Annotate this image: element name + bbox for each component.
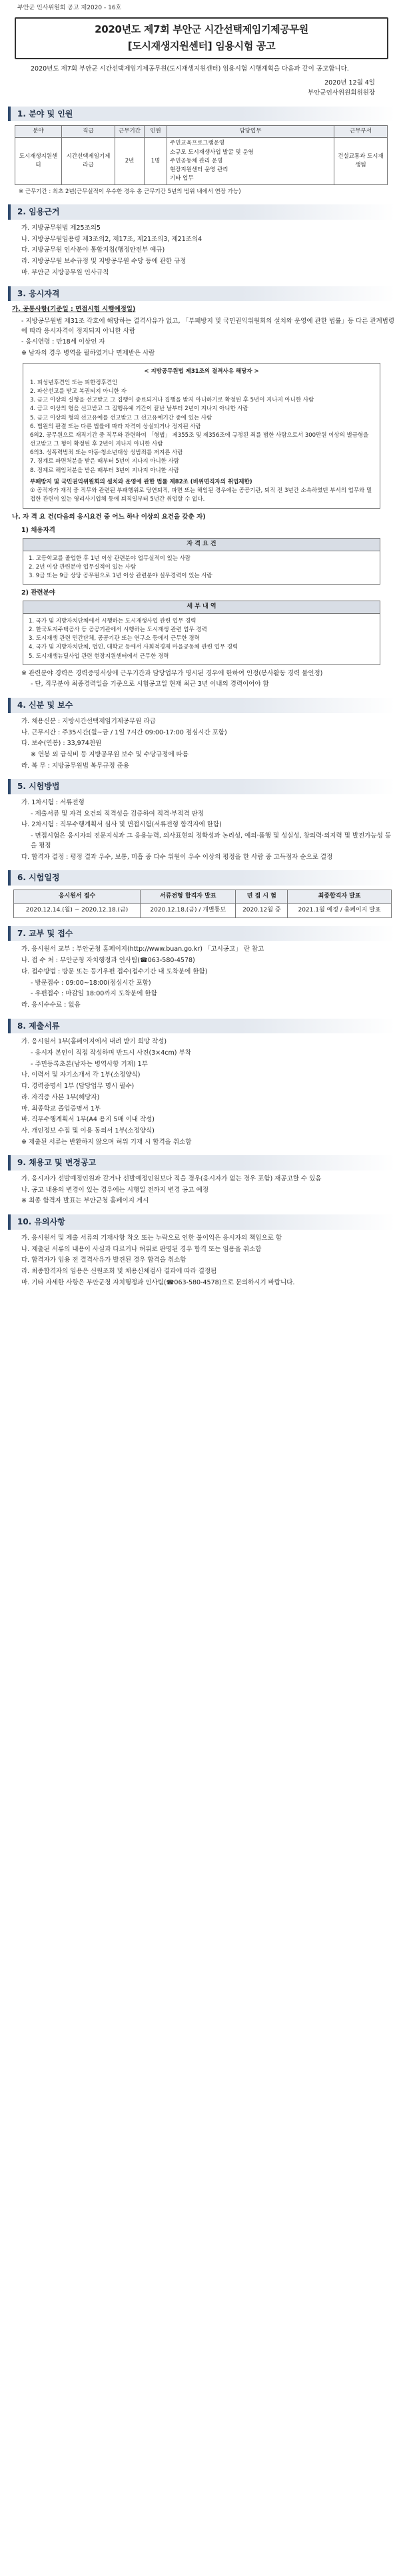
list-item: 4. 금고 이상의 형을 선고받고 그 집행유예 기간이 끝난 날부터 2년이 지나지 아니한 사람: [30, 405, 248, 413]
section-7-title: 7. 교부 및 접수: [8, 926, 395, 941]
req2-title: 2) 관련분야: [21, 589, 55, 597]
list-item: 나. 공고 내용의 변경이 있는 경우에는 시행일 전까지 변경 공고 예정: [21, 1186, 208, 1194]
announcement-date: 2020년 12월 4일: [324, 79, 375, 87]
list-item: 주민공동체 관리 운영: [170, 157, 223, 164]
list-item: 바. 직무수행계획서 1부(A4 용지 5매 이내 작성): [21, 1116, 155, 1124]
list-item: 다. 경력증명서 1부 (담당업무 명시 필수): [21, 1083, 135, 1091]
list-item: - 우편접수 : 마감일 18:00까지 도착분에 한함: [31, 990, 157, 998]
basis-list: [8, 224, 395, 278]
col-dept: 근무부서: [334, 126, 388, 138]
list-item: 나. 접 수 처 : 부안군청 자치행정과 인사팀(☎063-580-4578): [21, 957, 195, 965]
cell-doc-result: 2020.12.18.(금) / 개별통보: [141, 903, 236, 917]
list-item: - 응시연령 : 만18세 이상인 자: [21, 338, 105, 346]
list-item: 가. 응시원서 교부 : 부안군청 홈페이지(http://www.buan.go.kr) 「고시공고」 란 참고: [21, 945, 264, 953]
list-item: 가. 채용신분 : 지방시간선택제임기제공무원 라급: [21, 717, 156, 725]
list-item: - 응시자 본인이 직접 작성하며 반드시 사진(3×4cm) 부착: [31, 1049, 191, 1057]
list-item: 1. 피성년후견인 또는 피한정후견인: [30, 379, 118, 386]
list-item: 2. 한국토지주택공사 등 공공기관에서 시행하는 도시재생 관련 업무 경력: [29, 627, 207, 634]
list-item: ※ 최종 합격자 발표는 부안군청 홈페이지 게시: [21, 1197, 149, 1205]
position-table: [15, 125, 388, 185]
col-field: 분야: [15, 126, 62, 138]
list-item: - 방문접수 : 09:00~18:00(점심시간 포함): [31, 979, 151, 987]
cell-count: 1명: [145, 138, 167, 185]
career-note-2: - 단, 직무분야 최종경력일을 기준으로 시험공고일 현재 최근 3년 이내의 경력이어야 함: [31, 680, 269, 688]
cell-dept: 건설교통과 도시재생팀: [334, 138, 388, 185]
section-5-title: 5. 시험방법: [8, 779, 395, 794]
list-item: 나. 근무시간 : 주35시간(월~금 / 1일 7시간 09:00-17:00 점심시간 포함): [21, 728, 227, 736]
list-item: 라. 복 무 : 지방공무원법 복무규정 준용: [21, 762, 129, 770]
list-item: 가. 1차시험 : 서류전형: [21, 798, 85, 806]
list-item: 가. 지방공무원법 제25조의5: [21, 224, 101, 232]
list-item: 1. 국가 및 지방자치단체에서 시행하는 도시재생사업 관련 업무 경력: [29, 617, 197, 625]
req2-body: [23, 614, 380, 665]
list-item: ※ 제출된 서류는 반환하지 않으며 허위 기재 시 합격을 취소함: [21, 1138, 192, 1146]
list-item: 8. 징계로 해임처분을 받은 때부터 3년이 지나지 아니한 사람: [30, 467, 179, 474]
col-final: 최종합격자 발표: [288, 890, 392, 903]
col-interview: 면 접 시 험: [236, 890, 288, 903]
section-9-title: 9. 채용고 및 변경공고: [8, 1155, 395, 1170]
list-item: - 주민등록초본(남자는 병역사항 기재) 1부: [31, 1060, 148, 1068]
caution-list: [8, 1234, 395, 1288]
list-item: 나. 제출된 서류의 내용이 사실과 다르거나 허위로 판명된 경우 합격 또는 임용을 취소함: [21, 1245, 262, 1253]
req2-head: 세 부 내 역: [23, 601, 380, 614]
section-2-title: 2. 임용근거: [8, 204, 395, 220]
list-item: 6의3. 성폭력범죄 또는 아동·청소년대상 성범죄를 저지른 사람: [30, 449, 183, 457]
cell-apply: 2020.12.14.(월) ~ 2020.12.18.(금): [14, 903, 141, 917]
list-item: 다. 합격자가 임용 전 결격사유가 발견된 경우 합격을 취소함: [21, 1256, 187, 1264]
re-announcement-list: [8, 1174, 395, 1206]
col-period: 근무기간: [115, 126, 145, 138]
notice-number: 부안군 인사위원회 공고 제2020 - 16호: [17, 5, 122, 11]
title-box: [15, 17, 388, 60]
title-line-1: 2020년도 제7회 부안군 시간선택제임기제공무원: [95, 23, 308, 35]
list-item: 마. 부안군 지방공무원 인사규칙: [21, 268, 109, 276]
list-item: 3. 9급 또는 9급 상당 공무원으로 1년 이상 관련분야 실무경력이 있는 사람: [29, 573, 212, 580]
documents-list: [8, 1037, 395, 1147]
disqualification-title: < 지방공무원법 제31조의 결격사유 해당자 >: [144, 368, 259, 375]
list-item: 2. 2년 이상 관련분야 업무실적이 있는 사람: [29, 563, 137, 571]
req1-head: 자 격 요 건: [23, 538, 380, 551]
career-note-1: ※ 관련분야 경력은 경력증명서상에 근무기간과 담당업무가 명시된 경우에 한하여 인정(봉사활동 경력 불인정): [21, 669, 323, 677]
section-8-title: 8. 제출서류: [8, 1019, 395, 1034]
receipt-list: [8, 945, 395, 1010]
list-item: 3. 금고 이상의 실형을 선고받고 그 집행이 종료되거나 집행을 받지 아니하기로 확정된 후 5년이 지나지 아니한 사람: [30, 397, 314, 404]
career-notes: [8, 669, 395, 690]
section-3-title: 3. 응시자격: [8, 286, 395, 302]
list-item: 마. 최종학교 졸업증명서 1부: [21, 1105, 101, 1113]
list-item: - 제출서류 및 자격 요건의 적격성을 검증하여 적격·부적격 판정: [31, 810, 204, 818]
list-item: 가. 응시자가 선발예정인원과 같거나 선발예정인원보다 적을 경우(응시자가 없는 경우 포함) 재공고할 수 있음: [21, 1175, 322, 1183]
list-item: 라. 응시수수료 : 없음: [21, 1001, 81, 1009]
cell-interview: 2020.12월 중: [236, 903, 288, 917]
position-table-header: [15, 126, 388, 138]
list-item: 7. 징계로 파면처분을 받은 때부터 5년이 지나지 아니한 사람: [30, 458, 179, 465]
list-item: 라. 자격증 사본 1부(해당자): [21, 1093, 100, 1101]
list-item: 5. 도시재생뉴딜사업 관련 현장지원센터에서 근무한 경력: [29, 652, 169, 660]
list-item: 나. 이력서 및 자기소개서 각 1부(소정양식): [21, 1071, 141, 1079]
list-item: ※ 연봉 외 급식비 등 지방공무원 보수 및 수당규정에 따름: [31, 750, 189, 758]
anti-corruption-title: 부패방지 및 국민권익위원회의 설치와 운영에 관한 법률 제82조 (비위면직자의 취업제한): [30, 478, 252, 485]
issuer: 부안군인사위원회위원장: [308, 89, 375, 97]
list-item: 주민교육프로그램운영: [170, 140, 225, 147]
list-item: 나. 2차시험 : 직무수행계획서 심사 및 면접시험(서류전형 합격자에 한함): [21, 821, 222, 829]
common-qualification-list: [8, 317, 395, 359]
pay-list: [8, 717, 395, 772]
title-line-2: [도시재생지원센터] 임용시험 공고: [127, 40, 276, 53]
requirement-caption: 나. 자 격 요 건(다음의 응시요건 중 어느 하나 이상의 요건을 갖춘 자): [12, 513, 206, 521]
list-item: ※ 남자의 경우 병역을 필하였거나 면제받은 사람: [21, 350, 155, 358]
section-1-title: 1. 분야 및 인원: [8, 107, 395, 122]
intro-text: 2020년도 제7회 부안군 시간선택제임기제공무원(도시재생지원센터) 임용시험 시행계획을 다음과 같이 공고합니다.: [31, 65, 349, 73]
list-item: - 면접시험은 응시자의 전문지식과 그 응용능력, 의사표현의 정확성과 논리성, 예의·품행 및 성실성, 창의력·의지력 및 발전가능성 등을 평정: [31, 832, 392, 850]
disqualification-box: [23, 363, 380, 509]
list-item: 1. 고등학교를 졸업한 후 1년 이상 관련분야 업무실적이 있는 사람: [29, 555, 191, 562]
list-item: 5. 금고 이상의 형의 선고유예를 선고받고 그 선고유예기간 중에 있는 사람: [30, 414, 212, 421]
list-item: 현장지원센터 운영 관리: [170, 166, 228, 173]
list-item: 다. 보수(연봉) : 33,974천원: [21, 740, 102, 748]
col-duties: 담당업무: [167, 126, 334, 138]
common-qualification-title: 가. 공통사항(기준일 : 면접시험 시행예정일): [12, 306, 136, 314]
exam-method-list: [8, 798, 395, 862]
col-apply: 응시원서 접수: [14, 890, 141, 903]
table-row: [14, 903, 392, 917]
list-item: 2. 파산선고를 받고 복권되지 아니한 자: [30, 388, 127, 395]
list-item: 다. 접수방법 : 방문 또는 등기우편 접수(접수기간 내 도착분에 한함): [21, 967, 208, 975]
cell-final: 2021.1월 예정 / 홈페이지 발표: [288, 903, 392, 917]
anti-corruption-text: ① 공직자가 재직 중 직무와 관련된 부패행위로 당연퇴직, 파면 또는 해임된 경우에는 공공기관, 퇴직 전 3년간 소속하였던 부서의 업무와 밀접한 관련이 있는 영리사기업체 등에 퇴직일부터 5년간 취업할 수 없다.: [30, 487, 372, 503]
list-item: 가. 응시원서 1부(홈페이지에서 내려 받기 희망 작성): [21, 1038, 167, 1046]
cell-grade: 시간선택제임기제라급: [62, 138, 115, 185]
section-10-title: 10. 유의사항: [8, 1214, 395, 1230]
list-item: 6. 법원의 판결 또는 다른 법률에 따라 자격이 상실되거나 정지된 사람: [30, 423, 201, 430]
list-item: 기타 업무: [170, 175, 194, 182]
table-row: [15, 138, 388, 185]
list-item: 나. 지방공무원임용령 제3조의2, 제17조, 제21조의3, 제21조의4: [21, 235, 202, 243]
col-doc-result: 서류전형 합격자 발표: [141, 890, 236, 903]
list-item: 다. 지방공무원 인사분야 통합지침(행정안전부 예규): [21, 246, 165, 254]
list-item: 3. 도시재생 관련 민간단체, 공공기관 또는 연구소 등에서 근무한 경력: [29, 635, 200, 643]
list-item: 다. 합격자 결정 : 평정 결과 우수, 보통, 미흡 중 다수 위원이 우수 이상의 평정을 한 사람 중 고득점자 순으로 결정: [21, 853, 333, 861]
section-6-title: 6. 시험일정: [8, 870, 395, 886]
section-4-title: 4. 신분 및 보수: [8, 698, 395, 713]
list-item: 라. 지방공무원 보수규정 및 지방공무원 수당 등에 관한 규정: [21, 258, 187, 266]
list-item: 마. 기타 자세한 사항은 부안군청 자치행정과 인사팀(☎063-580-4578)으로 문의하시기 바랍니다.: [21, 1278, 295, 1286]
list-item: 라. 최종합격자의 임용은 신원조회 및 채용신체검사 결과에 따라 결정됨: [21, 1267, 217, 1275]
period-note: ※ 근무기간 : 최초 2년(근무실적이 우수한 경우 총 근무기간 5년의 범위 내에서 연장 가능): [19, 188, 241, 196]
req1-body: [23, 551, 380, 585]
schedule-header: [14, 890, 392, 903]
cell-field: 도시재생지원센터: [15, 138, 62, 185]
list-item: 사. 개인정보 수집 및 이용 동의서 1부(소정양식): [21, 1127, 155, 1135]
req1-title: 1) 채용자격: [21, 527, 55, 535]
list-item: 6의2. 공무원으로 재직기간 중 직무와 관련하여 「형법」 제355조 및 제356조에 규정된 죄를 범한 사람으로서 300만원 이상의 벌금형을 선고받고 그 형이 확정된 후 2년이 지나지 아니한 사람: [30, 431, 369, 448]
cell-duties: [167, 138, 334, 185]
list-item: - 지방공무원법 제31조 각호에 해당하는 결격사유가 없고, 「부패방지 및 국민권익위원회의 설치와 운영에 관한 법률」등 다른 관계법령에 따라 응시자격이 정지되지 아니한 사람: [21, 317, 395, 335]
list-item: 4. 국가 및 지방자치단체, 법인, 대학교 등에서 사회적경제 마을공동체 관련 업무 경력: [29, 644, 238, 651]
list-item: 소규모 도시재생사업 발굴 및 운영: [170, 148, 254, 156]
col-count: 인원: [145, 126, 167, 138]
date-block: [8, 79, 375, 98]
cell-period: 2년: [115, 138, 145, 185]
col-grade: 직급: [62, 126, 115, 138]
list-item: 가. 응시원서 및 제출 서류의 기재사항 착오 또는 누락으로 인한 불이익은 응시자의 책임으로 함: [21, 1234, 282, 1242]
schedule-table: [13, 890, 392, 918]
